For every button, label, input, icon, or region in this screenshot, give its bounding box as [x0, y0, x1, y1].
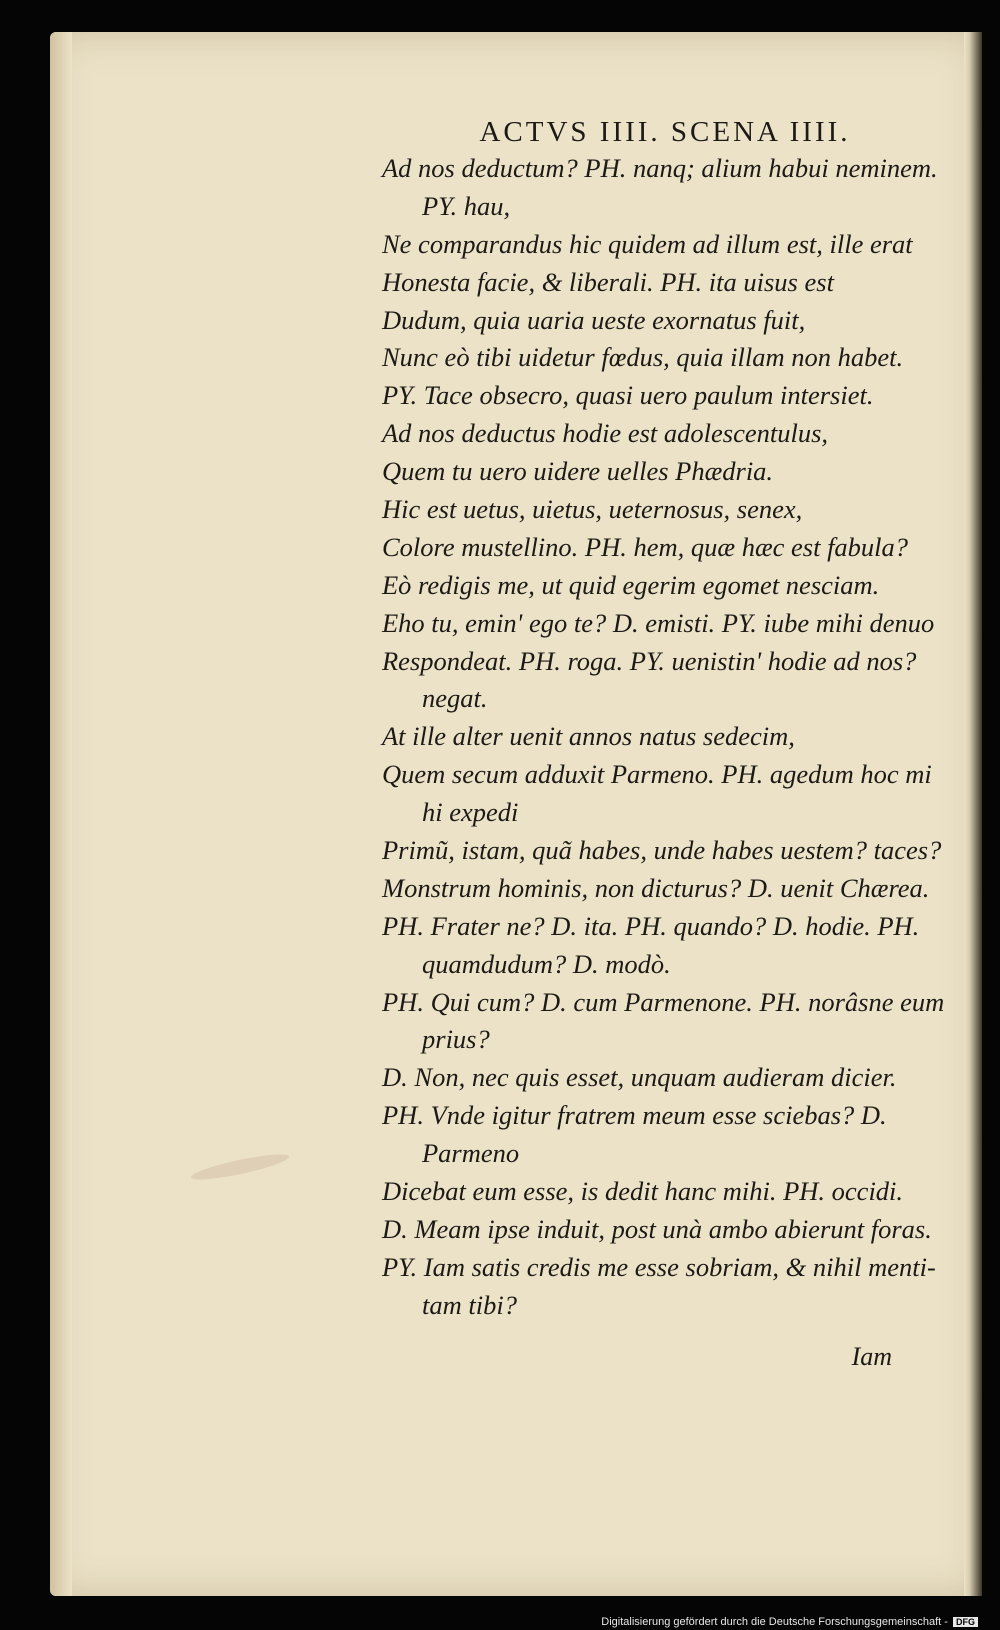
text-line: Honesta facie, & liberali. PH. ita uisus est — [382, 266, 834, 297]
text-line: Nunc eò tibi uidetur fœdus, quia illam non habet. — [382, 342, 904, 373]
text-line: At ille alter uenit annos natus sedecim, — [382, 721, 795, 752]
text-line: Ad nos deductus hodie est adolescentulus, — [382, 418, 829, 449]
text-line: PH. Vnde igitur fratrem meum esse sciebas? D. — [382, 1100, 887, 1131]
text-line: Eho tu, emin' ego te? D. emisti. PY. iube mihi denuo — [382, 607, 935, 638]
text-line: prius? — [422, 1024, 490, 1055]
text-line: PY. Tace obsecro, quasi uero paulum intersiet. — [382, 380, 874, 411]
text-line: PY. Iam satis credis me esse sobriam, & nihil menti- — [382, 1251, 936, 1282]
footer-text: Digitalisierung gefördert durch die Deutsche Forschungsgemeinschaft - — [601, 1616, 948, 1628]
text-line: Hic est uetus, uietus, ueternosus, senex, — [382, 494, 803, 525]
catchword: Iam — [851, 1342, 892, 1371]
page-spine-shadow — [50, 32, 72, 1596]
text-line: quamdudum? D. modò. — [422, 948, 671, 979]
running-head: ACTVS IIII. SCENA IIII. — [479, 116, 851, 148]
text-line: D. Meam ipse induit, post unà ambo abierunt foras. — [382, 1213, 932, 1244]
dfg-logo: DFG — [953, 1617, 978, 1627]
text-line: Dicebat eum esse, is dedit hanc mihi. PH. occidi. — [382, 1176, 904, 1207]
text-line: D. Non, nec quis esset, unquam audieram dicier. — [382, 1062, 897, 1093]
text-line: Respondeat. PH. roga. PY. uenistin' hodie ad nos? — [382, 645, 917, 676]
text-line: Dudum, quia uaria ueste exornatus fuit, — [382, 304, 806, 335]
text-line: tam tibi? — [422, 1289, 517, 1320]
digitization-footer — [0, 1616, 978, 1628]
text-line: hi expedi — [422, 797, 519, 828]
text-line: PH. Qui cum? D. cum Parmenone. PH. norâsne eum — [382, 986, 945, 1017]
text-line: PH. Frater ne? D. ita. PH. quando? D. hodie. PH. — [382, 910, 920, 941]
text-line: Eò redigis me, ut quid egerim egomet nesciam. — [382, 569, 880, 600]
text-line: Monstrum hominis, non dicturus? D. uenit Chærea. — [382, 872, 930, 903]
paper-stain — [190, 1150, 291, 1184]
text-line: Primũ, istam, quã habes, unde habes uestem? taces? — [382, 835, 942, 866]
text-line: Parmeno — [422, 1138, 520, 1169]
text-line: Ne comparandus hic quidem ad illum est, ille erat — [382, 228, 913, 259]
text-line: Quem tu uero uidere uelles Phædria. — [382, 456, 774, 487]
text-line: Quem secum adduxit Parmeno. PH. agedum hoc mi — [382, 759, 932, 790]
book-page — [50, 32, 982, 1596]
text-block — [382, 150, 1000, 1325]
text-line: PY. hau, — [422, 190, 511, 221]
text-line: negat. — [422, 683, 488, 714]
text-line: Ad nos deductum? PH. nanq; alium habui neminem. — [382, 153, 938, 183]
text-line: Colore mustellino. PH. hem, quæ hæc est fabula? — [382, 531, 909, 562]
